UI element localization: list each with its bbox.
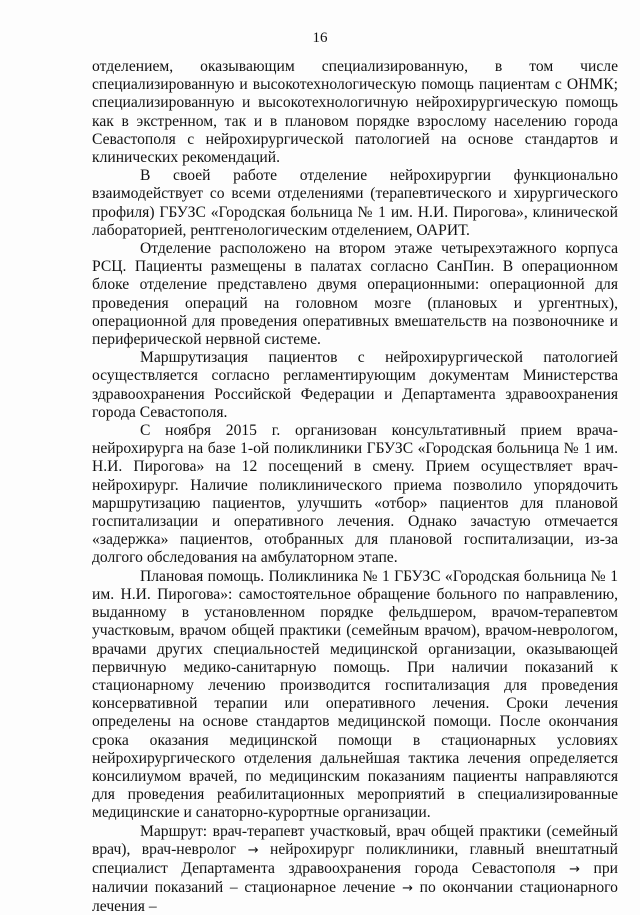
arrow-right-icon: → bbox=[247, 842, 259, 858]
arrow-right-icon: → bbox=[402, 881, 413, 897]
route-text: при наличии показаний – стационарное лечение bbox=[92, 859, 618, 897]
paragraph-consultation: С ноября 2015 г. организован консультативный прием врача-нейрохирурга на базе 1-ой поликлиники ГБУЗС «Городская больница № 1 им. Н.И. Пирогова» на 12 посещений в смену. Прием осуществляет врач-нейрохирург. Наличие поликлинического приема позволило упорядочить маршрутизацию пациентов, улучшить «отбор» пациентов для плановой госпитализации и оперативного лечения. Однако зачастую отмечается «задержка» пациентов, отобранных для плановой госпитализации, из-за долгого обследования на амбулаторном этапе. bbox=[92, 422, 618, 567]
paragraph-location: Отделение расположено на втором этаже четырехэтажного корпуса РСЦ. Пациенты размещены в палатах согласно СанПин. В операционном блоке отделение представлено двумя операционными: операционной для проведения операций на головном мозге (плановых и ургентных), операционной для проведения оперативных вмешательств на позвоночнике и периферической нервной системе. bbox=[92, 240, 618, 349]
document-body bbox=[92, 58, 618, 917]
paragraph-department-scope: отделением, оказывающим специализированную, в том числе специализированную и высокотехнологическую помощь пациентам с ОНМК; специализированную и высокотехнологичную нейрохирургическую помощь как в экстренном, так и в плановом порядке взрослому населению города Севастополя с нейрохирургической патологией на основе стандартов и клинических рекомендаций. bbox=[92, 58, 618, 167]
paragraph-planned-care: Плановая помощь. Поликлиника № 1 ГБУЗС «Городская больница № 1 им. Н.И. Пирогова»: самостоятельное обращение больного по направлению, выданному в установленном порядке фельдшером, врачом-терапевтом участковым, врачом общей практики (семейным врачом), врачом-неврологом, врачами других специальностей медицинской организации, оказывающей первичную медико-санитарную помощь. При наличии показаний к стационарному лечению производится госпитализация для проведения консервативной терапии или оперативного лечения. Сроки лечения определены на основе стандартов медицинской помощи. После окончания срока оказания медицинской помощи в стационарных условиях нейрохирургического отделения дальнейшая тактика лечения определяется консилиумом врачей, по медицинским показаниям пациенты направляются для проведения реабилитационных мероприятий в специализированные медицинские и санаторно-курортные организации. bbox=[92, 567, 618, 822]
page-number: 16 bbox=[312, 30, 328, 46]
route-text: нейрохирург поликлиники, главный внештатный специалист Департамента здравоохранения города Севастополя bbox=[92, 840, 619, 877]
arrow-right-icon: → bbox=[569, 861, 581, 877]
paragraph-route bbox=[92, 823, 618, 917]
paragraph-interaction: В своей работе отделение нейрохирургии функционально взаимодействует со всеми отделениями (терапевтического и хирургического профиля) ГБУЗС «Городская больница № 1 им. Н.И. Пирогова», клинической лабораторией, рентгенологическим отделением, ОАРИТ. bbox=[92, 167, 618, 239]
route-text: Маршрут: врач-терапевт участковый, врач общей практики (семейный врач), врач-невролог bbox=[92, 822, 618, 858]
paragraph-routing-regulation: Маршрутизация пациентов с нейрохирургической патологией осуществляется согласно регламентирующим документам Министерства здравоохранения Российской Федерации и Департамента здравоохранения города Севастополя. bbox=[92, 349, 618, 421]
route-text: по окончании стационарного лечения – bbox=[92, 879, 618, 916]
